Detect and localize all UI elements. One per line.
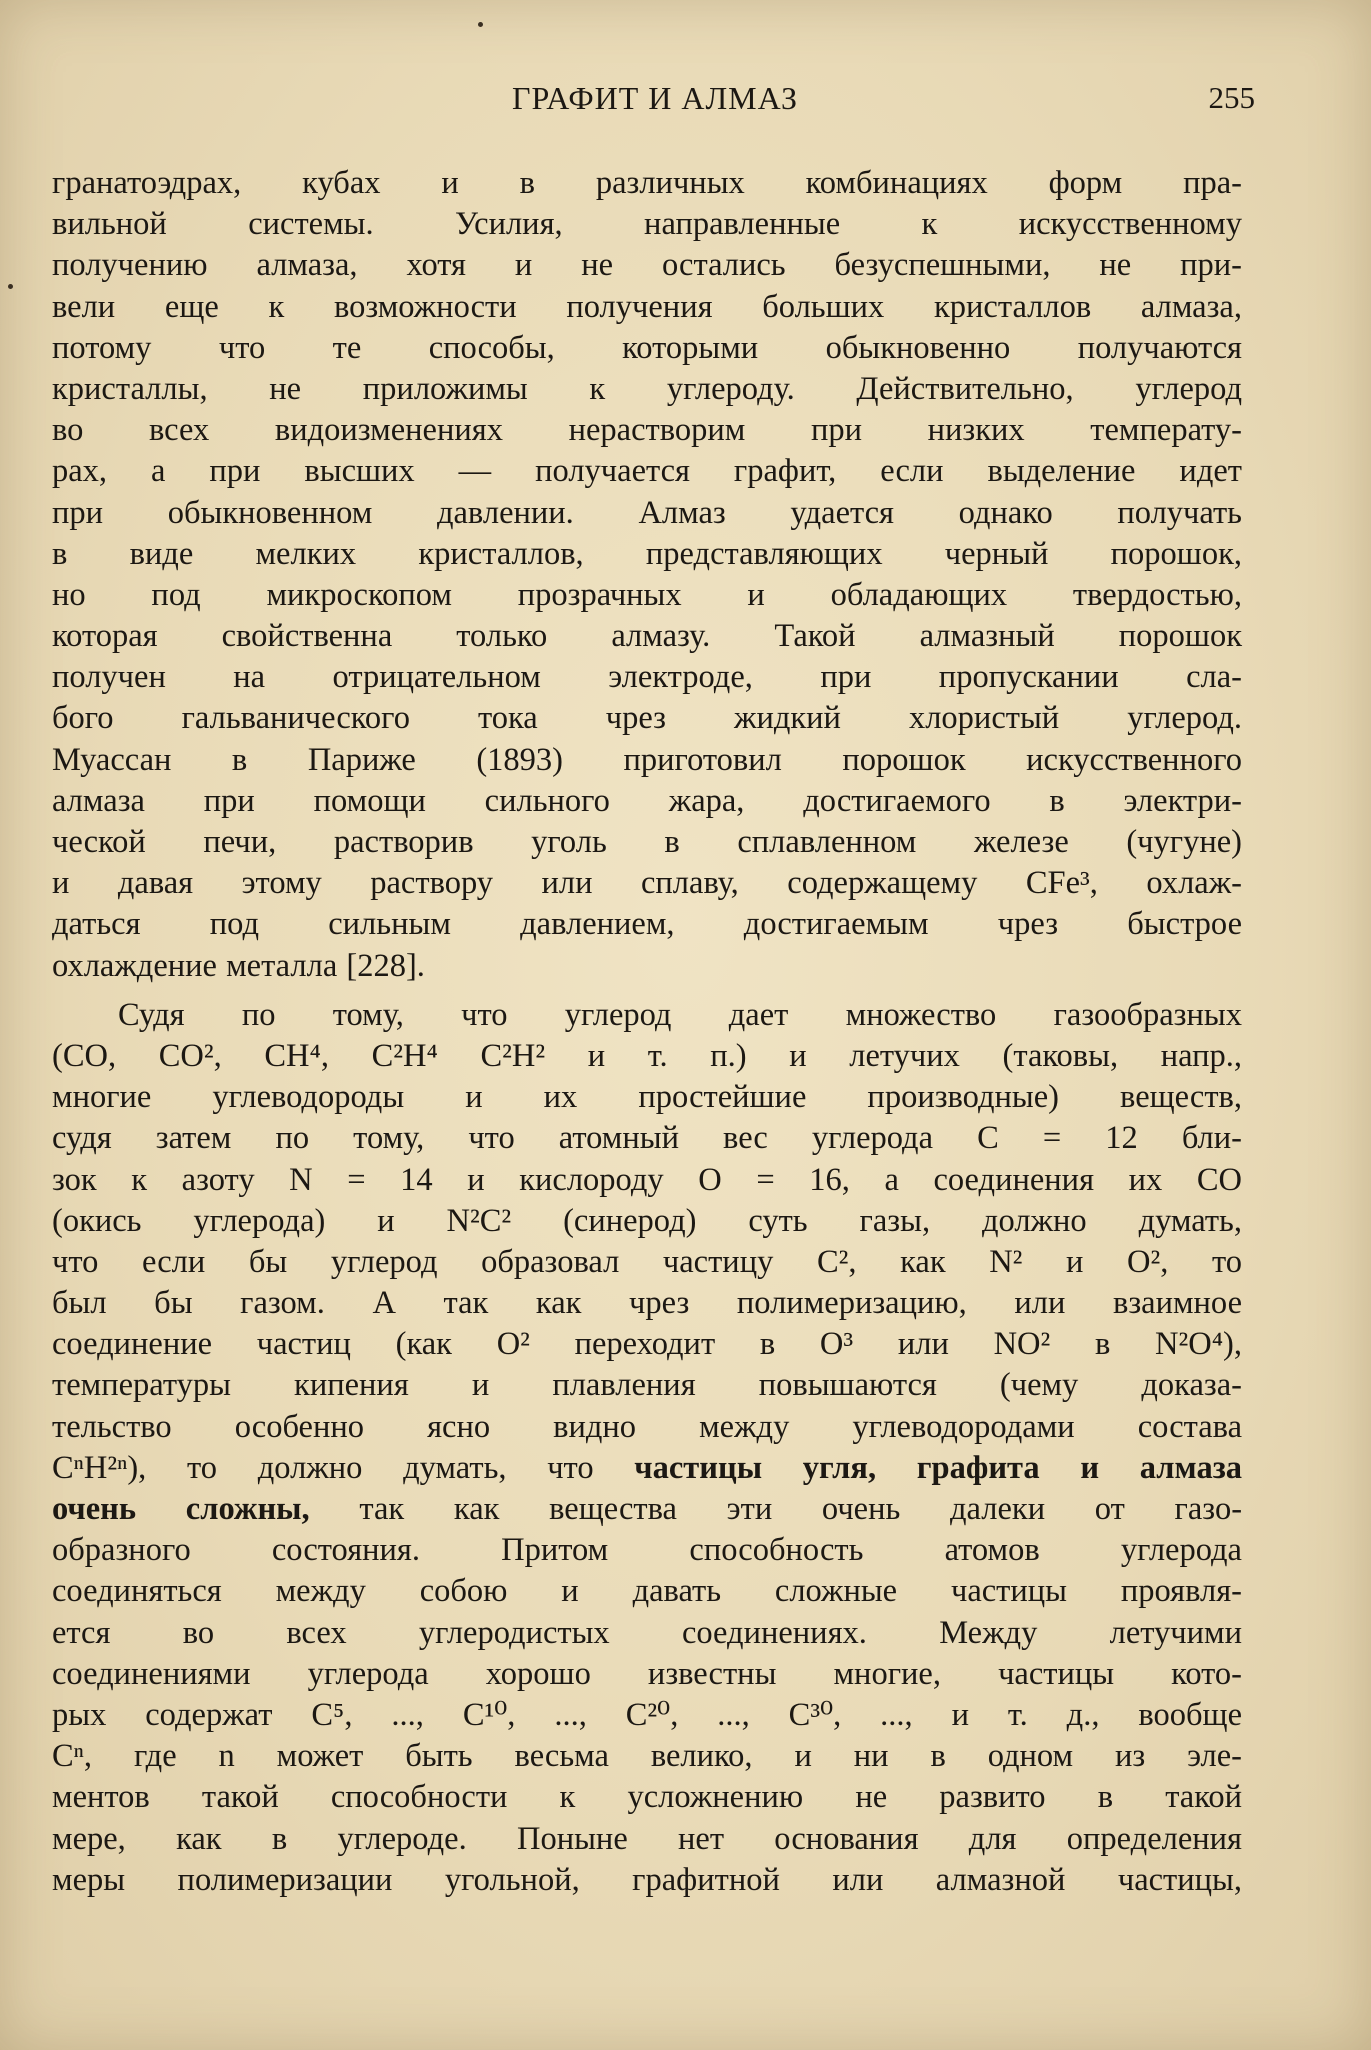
text-line: Cⁿ, где n может быть весьма велико, и ни в одном из эле- (52, 1738, 1242, 1775)
text-line: которая свойственна только алмазу. Такой алмазный порошок (52, 618, 1242, 655)
running-title: ГРАФИТ И АЛМАЗ (512, 80, 798, 116)
text-line: (окись углерода) и N²C² (синерод) суть газы, должно думать, (52, 1202, 1242, 1239)
text-line: судя затем по тому, что атомный вес углерода C = 12 бли- (52, 1120, 1242, 1157)
text-line: что если бы углерод образовал частицу C², как N² и O², то (52, 1243, 1242, 1280)
text-line: вильной системы. Усилия, направленные к искусственному (52, 206, 1242, 243)
bold-emphasis: очень сложны, (52, 1491, 310, 1527)
text-line: меры полимеризации угольной, графитной или алмазной частицы, (52, 1861, 1242, 1898)
text-line: Судя по тому, что углерод дает множество газообразных (118, 996, 1242, 1033)
text-line: вели еще к возможности получения больших кристаллов алмаза, (52, 288, 1242, 325)
text-line: кристаллы, не приложимы к углероду. Действительно, углерод (52, 370, 1242, 407)
text-line: в виде мелких кристаллов, представляющих черный порошок, (52, 535, 1242, 572)
text-line: получен на отрицательном электроде, при пропускании сла- (52, 659, 1242, 696)
text-line: мере, как в углероде. Поныне нет основания для определения (52, 1820, 1242, 1857)
text-fragment: CⁿH²ⁿ), то должно думать, что (52, 1449, 594, 1486)
body-text (52, 163, 1242, 1901)
text-line: гранатоэдрах, кубах и в различных комбинациях форм пра- (52, 165, 1242, 201)
text-line: соединяться между собою и давать сложные частицы проявля- (52, 1573, 1242, 1610)
text-line: тельство особенно ясно видно между углеводородами состава (52, 1408, 1242, 1445)
text-line: был бы газом. А так как чрез полимеризацию, или взаимное (52, 1285, 1242, 1322)
text-line: алмаза при помощи сильного жара, достигаемого в электри- (52, 782, 1242, 819)
text-line: многие углеводороды и их простейшие производные) веществ, (52, 1079, 1242, 1116)
paragraph-2 (52, 995, 1242, 1901)
text-line: рых содержат C⁵, ..., C¹⁰, ..., C²⁰, ..., C³⁰, ..., и т. д., вообще (52, 1696, 1242, 1733)
text-line: получению алмаза, хотя и не остались безуспешными, не при- (52, 247, 1242, 284)
text-line: но под микроскопом прозрачных и обладающих твердостью, (52, 576, 1242, 613)
text-fragment: так как вещества эти очень далеки от газо- (359, 1491, 1243, 1527)
text-line: при обыкновенном давлении. Алмаз удается однако получать (52, 494, 1242, 531)
print-speck (478, 22, 483, 27)
text-line: соединениями углерода хорошо известны многие, частицы кото- (52, 1655, 1242, 1692)
text-line-with-emphasis (52, 1489, 1242, 1530)
text-line: температуры кипения и плавления повышаются (чему доказа- (52, 1367, 1242, 1404)
text-line: рах, а при высших — получается графит, если выделение идет (52, 453, 1242, 490)
text-line-with-emphasis (52, 1448, 1242, 1489)
text-line: Муассан в Париже (1893) приготовил порошок искусственного (52, 741, 1242, 778)
text-line: соединение частиц (как O² переходит в O³ или NO² в N²O⁴), (52, 1326, 1242, 1363)
text-line: ется во всех углеродистых соединениях. Между летучими (52, 1614, 1242, 1651)
paragraph-gap (52, 987, 1242, 995)
text-line: и давая этому раствору или сплаву, содержащему CFe³, охлаж- (52, 865, 1242, 902)
text-line: потому что те способы, которыми обыкновенно получаются (52, 329, 1242, 366)
page-header (55, 78, 1255, 128)
print-speck (8, 284, 13, 289)
text-line: даться под сильным давлением, достигаемым чрез быстрое (52, 906, 1242, 943)
page-number: 255 (1208, 80, 1255, 115)
text-line: зок к азоту N = 14 и кислороду O = 16, а соединения их CO (52, 1161, 1242, 1198)
bold-emphasis: частицы угля, графита и алмаза (634, 1449, 1243, 1486)
text-line: образного состояния. Притом способность атомов углерода (52, 1532, 1242, 1569)
paragraph-1 (52, 163, 1242, 987)
text-line: охлаждение металла [228]. (52, 947, 425, 984)
text-line: во всех видоизменениях нерастворим при низких температу- (52, 412, 1242, 449)
text-line: ческой печи, растворив уголь в сплавленном железе (чугуне) (52, 824, 1242, 860)
text-line: (CO, CO², CH⁴, C²H⁴ C²H² и т. п.) и летучих (таковы, напр., (52, 1037, 1242, 1074)
text-line: бого гальванического тока чрез жидкий хлористый углерод. (52, 700, 1242, 737)
text-line: ментов такой способности к усложнению не развито в такой (52, 1779, 1242, 1816)
